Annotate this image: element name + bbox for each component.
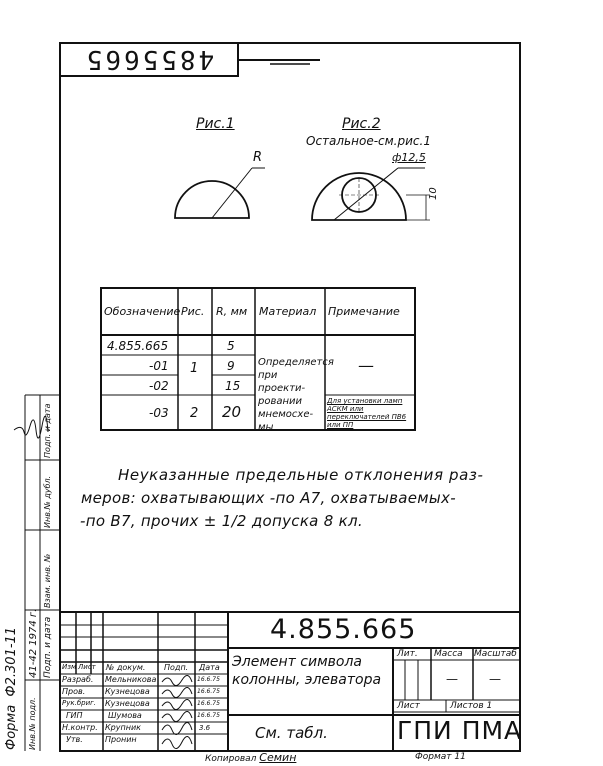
- note-line-1: Неуказанные предельные отклонения раз-: [118, 466, 484, 484]
- role-date: 16.6.75: [197, 688, 220, 695]
- side-inv-label: Инв.№ подл.: [28, 697, 37, 750]
- title-sheets-label: Листов 1: [450, 701, 493, 711]
- role-label: ГИП: [66, 711, 83, 720]
- title-material: См. табл.: [255, 724, 328, 742]
- footer-format: Формат 11: [415, 752, 466, 762]
- title-sheet-label: Лист: [397, 701, 420, 711]
- role-label: Разраб.: [62, 675, 94, 684]
- role-name: Пронин: [105, 735, 137, 744]
- role-label: Пров.: [62, 687, 86, 696]
- role-date: 16.6.75: [197, 712, 220, 719]
- table-row-designation: -03: [149, 406, 169, 420]
- role-label: Рук.бриг.: [62, 699, 97, 707]
- table-header-designation: Обозначение: [104, 305, 181, 318]
- title-col-scale: Масштаб: [474, 649, 517, 659]
- note-line-3: -по В7, прочих ± 1/2 допуска 8 кл.: [80, 512, 363, 530]
- table-row-fig: 2: [190, 406, 199, 421]
- side-vzam-label: Взам. инв. №: [43, 553, 52, 608]
- table-row-designation: -01: [149, 359, 169, 373]
- table-row-r: 5: [227, 339, 235, 353]
- role-label: Утв.: [66, 735, 83, 744]
- table-material-cell: Определяется при проекти-ровании мнемосхе-мы: [258, 357, 334, 433]
- title-header-date: Дата: [199, 663, 220, 672]
- table-header-fig: Рис.: [181, 305, 205, 318]
- fig2-note: Остальное-см.рис.1: [306, 134, 431, 148]
- role-date: 16.6.75: [197, 676, 220, 683]
- title-header-sign: Подп.: [164, 663, 189, 672]
- role-date: 16.6.75: [197, 700, 220, 707]
- title-header-izm: Изм: [62, 663, 77, 671]
- fig1-label: Рис.1: [196, 116, 235, 132]
- rotated-doc-number: 4855665: [83, 44, 215, 75]
- footer-copied: Копировал Семин: [205, 751, 297, 764]
- table-row-r: 20: [222, 403, 242, 421]
- role-date: 3.6: [199, 724, 211, 732]
- title-scale-dash: —: [489, 672, 501, 686]
- table-header-r: R, мм: [216, 305, 248, 318]
- title-mass-dash: —: [446, 672, 458, 686]
- role-label: Н.контр.: [62, 723, 98, 732]
- table-row-designation: -02: [149, 379, 169, 393]
- fig2-label: Рис.2: [342, 116, 381, 132]
- side-inv-dubl-label: Инв.№ дубл.: [43, 475, 52, 528]
- role-name: Мельникова: [105, 675, 157, 684]
- title-doc-number: 4.855.665: [270, 614, 417, 645]
- table-header-note: Примечание: [328, 305, 400, 318]
- role-name: Кузнецова: [105, 699, 150, 708]
- title-header-doc: № докум.: [106, 663, 146, 672]
- fig2-dimension-label: 10: [428, 187, 439, 200]
- title-organization: ГПИ ПМА: [397, 716, 523, 745]
- role-name: Крупник: [105, 723, 141, 732]
- side-inv-value: 41-42 1974 г.: [28, 608, 39, 678]
- title-name: Элемент символа колонны, элеватора: [232, 654, 382, 688]
- role-name: Кузнецова: [105, 687, 150, 696]
- table-note-dash: —: [358, 356, 374, 375]
- title-col-lit: Лит.: [397, 649, 418, 659]
- table-note-text: Для установки ламп АСКМ или переключателей ПВ6 или ПП: [327, 397, 407, 429]
- side-sign-label: Подп. и дата: [43, 616, 53, 678]
- role-name: Шумова: [108, 711, 142, 720]
- fig1-radius-label: R: [253, 150, 263, 165]
- table-row-r: 15: [225, 379, 241, 393]
- table-row-designation: 4.855.665: [107, 339, 169, 353]
- title-header-list: Лист: [78, 663, 96, 671]
- table-row-fig: 1: [190, 361, 199, 376]
- table-header-material: Материал: [259, 305, 317, 318]
- side-podp-label: Подп. и дата: [43, 403, 52, 458]
- fig2-diameter-label: ф12,5: [392, 151, 426, 164]
- title-col-mass: Масса: [434, 649, 463, 659]
- side-form-label: Форма Ф2.301-11: [4, 626, 19, 750]
- note-line-2: меров: охватывающих -по А7, охватываемых-: [81, 489, 456, 507]
- table-row-r: 9: [227, 359, 235, 373]
